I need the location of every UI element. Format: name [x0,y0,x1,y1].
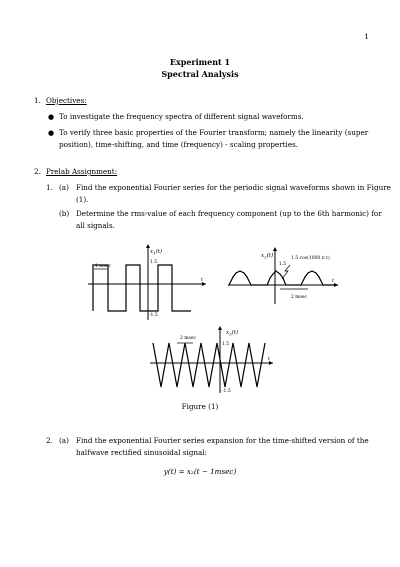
plot2-ylabel: $x_2(t)$ [261,253,274,260]
plot2-xlabel: t [332,278,335,284]
objective-1: To investigate the frequency spectra of different signal waveforms. [59,112,304,121]
plot-triangle-wave [150,325,275,395]
plot2-pointer [282,265,290,279]
plot1-bottom-label: -1.5 [149,313,158,318]
figure-caption: Figure (1) [181,402,219,411]
plot3-top-label: 1.5 [222,342,230,347]
plot1-waveform [93,265,191,311]
plot3-period-label: 2 msec [180,336,197,341]
equation: y(t) = x₂(t − 1msec) [163,467,237,476]
plot1-xlabel: t [201,277,204,283]
document-subtitle: Spectral Analysis [161,69,239,79]
objective-2-line2: position), time-shifting, and time (frequency) - scaling properties. [59,140,299,149]
plot2-y-arrowhead [273,247,277,251]
plot-square-wave [88,244,208,324]
section2-heading: Prelab Assignment: [46,167,118,176]
page-number: 1 [364,32,369,41]
plot3-ylabel: $x_3(t)$ [226,330,239,337]
plot2-x-arrowhead [334,283,338,287]
section2-number: 2. [34,167,41,176]
item2a-line1: Find the exponential Fourier series expansion for the time-shifted version of the [76,436,369,445]
plot1-width-label: 1 msec [95,264,112,269]
plot3-waveform [153,343,265,387]
plot3-y-arrowhead [218,326,222,330]
item1-number: 1. [46,183,53,192]
plot1-ylabel: $x_1(t)$ [150,249,163,256]
bullet-marker-1: ● [48,113,55,121]
item2a-label: (a) [59,436,69,445]
plot1-y-arrowhead [146,244,150,248]
objective-2-line1: To verify three basic properties of the Fourier transform; namely the linearity (super [59,128,369,137]
item1b-line2: all signals. [76,221,115,230]
plot2-formula-label: 1.5 cos(1000 π t) [291,256,330,261]
plot1-top-label: 1.5 [150,260,158,265]
item1a-line1: Find the exponential Fourier series for the periodic signal waveforms shown in Figure [76,183,391,192]
item1b-line1: Determine the rms-value of each frequency component (up to the 6th harmonic) for [76,209,382,218]
section1-number: 1. [34,96,41,105]
item2a-line2: halfwave rectified sinusoidal signal: [76,448,207,457]
plot3-xlabel: t [268,356,271,362]
plot-halfwave-rectified [228,246,343,306]
document-title: Experiment 1 [169,57,231,67]
section1-heading: Objectives: [46,96,87,105]
plot3-ylabel-subscript: 3 [229,331,232,337]
item1a-label: (a) [59,183,69,192]
plot1-ylabel-subscript: 1 [153,250,156,256]
plot2-amp-label: 1.5 [279,262,287,267]
item1b-label: (b) [59,209,70,218]
bullet-marker-2: ● [48,129,55,137]
plot2-ylabel-subscript: 2 [264,254,267,260]
item2-number: 2. [46,436,53,445]
item1a-line2: (1). [76,195,89,204]
plot3-bottom-label: -1.5 [222,389,231,394]
plot2-period-label: 2 msec [291,295,308,300]
